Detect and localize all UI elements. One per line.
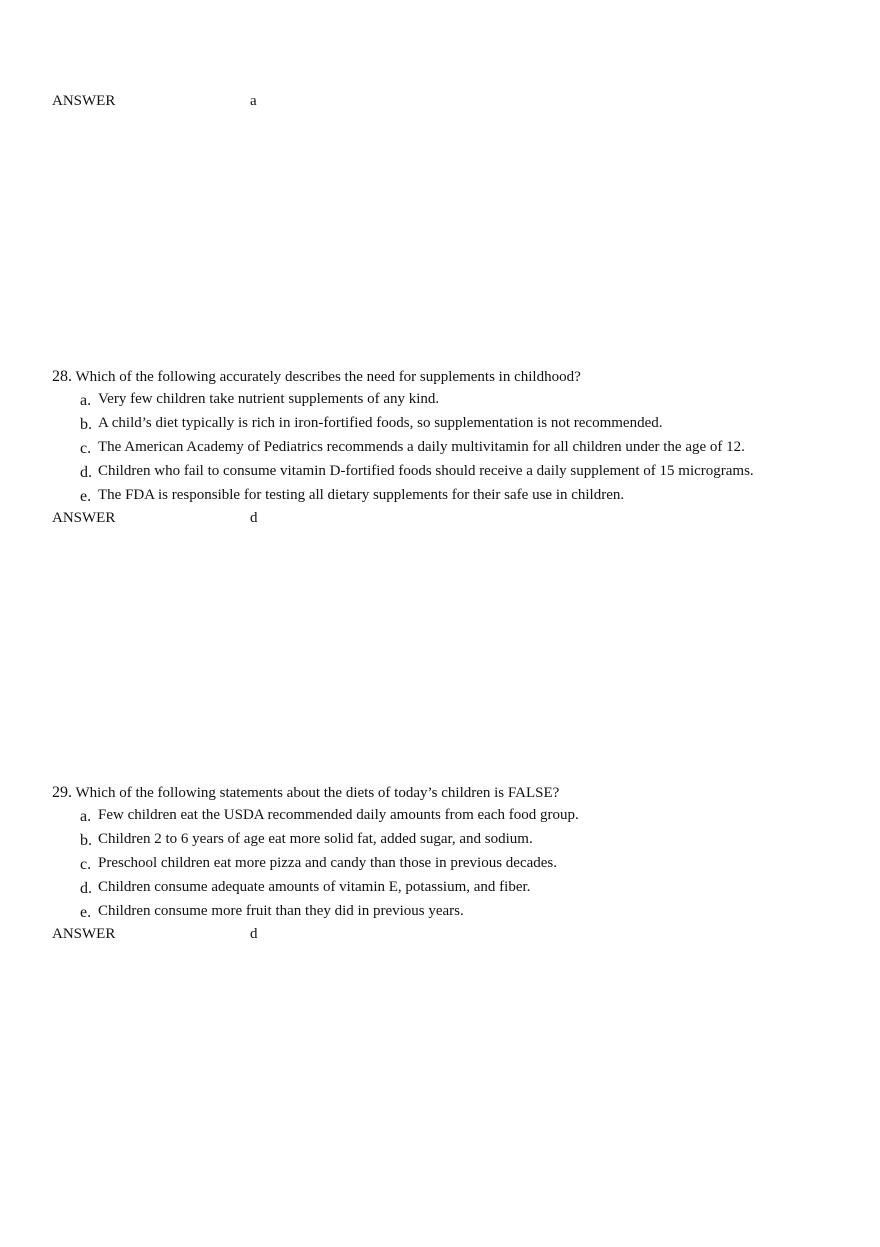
option-letter: c. [80,440,92,457]
question-text: Which of the following statements about the diets of today’s children is FALSE? [75,785,560,801]
option-letter: b. [80,832,92,849]
option-text: Preschool children eat more pizza and candy than those in previous decades. [98,855,558,871]
option-text: Children 2 to 6 years of age eat more solid fat, added sugar, and sodium. [98,831,533,847]
option-text: Children who fail to consume vitamin D-fortified foods should receive a daily supplement of 15 micrograms. [98,463,754,479]
answer-row-28 [52,508,452,528]
question-28 [52,367,852,507]
option-text: The American Academy of Pediatrics recommends a daily multivitamin for all children under the age of 12. [98,439,745,455]
option-b [52,411,852,435]
option-d [52,875,852,899]
option-text: The FDA is responsible for testing all dietary supplements for their safe use in children. [98,487,625,503]
option-e [52,483,852,507]
question-text: Which of the following accurately describes the need for supplements in childhood? [75,369,581,385]
option-b [52,827,852,851]
answer-label: ANSWER [52,93,116,109]
answer-label: ANSWER [52,926,116,942]
option-letter: a. [80,392,92,409]
answer-label: ANSWER [52,510,116,526]
option-letter: e. [80,488,92,505]
option-text: Children consume adequate amounts of vitamin E, potassium, and fiber. [98,879,531,895]
question-stem [52,783,852,803]
option-letter: c. [80,856,92,873]
option-c [52,851,852,875]
answer-value: d [250,510,258,526]
option-letter: a. [80,808,92,825]
option-text: Children consume more fruit than they did in previous years. [98,903,464,919]
option-letter: b. [80,416,92,433]
option-a [52,387,852,411]
answer-value: a [250,93,257,109]
answer-row-27 [52,91,452,111]
option-e [52,899,852,923]
answer-value: d [250,926,258,942]
option-letter: d. [80,464,92,481]
option-a [52,803,852,827]
option-letter: e. [80,904,92,921]
question-stem [52,367,852,387]
answer-row-29 [52,924,452,944]
question-number: 29. [52,784,72,801]
option-text: A child’s diet typically is rich in iron-fortified foods, so supplementation is not recommended. [98,415,663,431]
option-letter: d. [80,880,92,897]
question-29 [52,783,852,923]
option-d [52,459,852,483]
option-c [52,435,852,459]
question-number: 28. [52,368,72,385]
option-text: Few children eat the USDA recommended daily amounts from each food group. [98,807,579,823]
option-text: Very few children take nutrient supplements of any kind. [98,391,440,407]
